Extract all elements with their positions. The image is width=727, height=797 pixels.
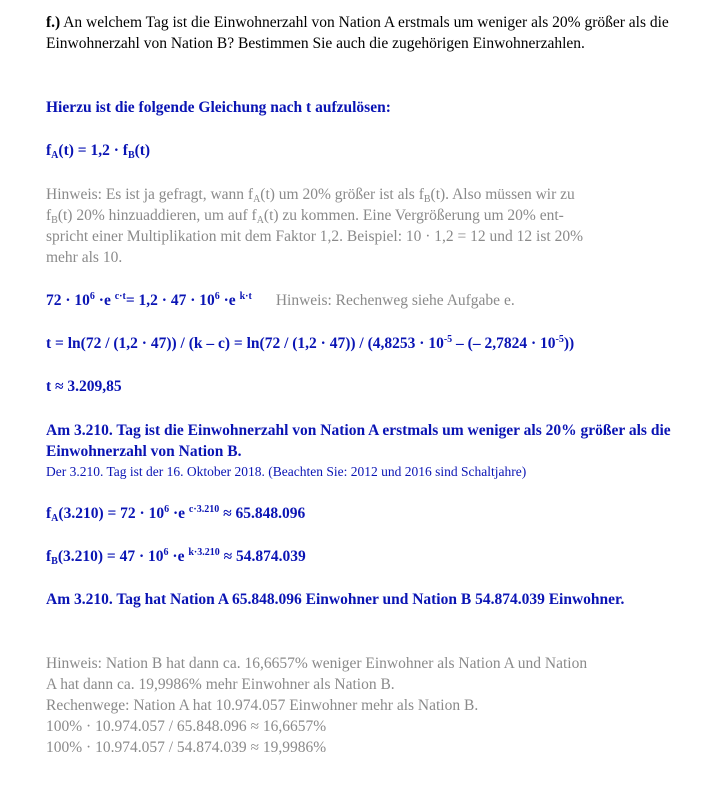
equation-1: $f_A(t) = 1,2 \cdot f_B(t)$ [46,142,151,161]
intro-text: Hierzu ist die folgende Gleichung nach t aufzulösen: [46,99,391,116]
equation-2: $72 \cdot 10^6 \cdot e$ $^{c\cdot t}= 1,2 \cdot 47 \cdot 10^6 \cdot e$ $^{k\cdot t}$ Hinweis: Rechenweg siehe Aufgabe e. [46,291,515,309]
hint-2: Hinweis: Nation B hat dann ca. 16,6657% weniger Einwohner als Nation A und Nation A hat dann ca. 19,9986% mehr Einwohner als Nation B. Rechenwege: Nation A hat 10.974.057 Einwohner mehr als Nation B. 100% · 10.974.057 / 65.848.096 ≈ 16,6657% 100% · 10.974.057 / 54.874.039 ≈ 19,9986% [46,655,588,756]
answer-2: Am 3.210. Tag hat Nation A 65.848.096 Einwohner und Nation B 54.874.039 Einwohner. [46,591,625,608]
equation-2-hint: Hinweis: Rechenweg siehe Aufgabe e. [275,292,515,309]
hint-1: Hinweis: Es ist ja gefragt, wann $f_A(t)$ um 20% größer ist als $f_B(t)$. Also müssen wir zu $f_B(t)$ 20% hinzuaddieren, um auf $f_A(t)$ zu kommen. Eine Vergrößerung um 20% ent- spricht einer Multiplikation mit dem Faktor 1,2. Beispiel: 10 · 1,2 = 12 und 12 ist 20% mehr als 10. [46,186,583,266]
task-text: An welchem Tag ist die Einwohnerzahl von Nation A erstmals um weniger als 20% größer als die Einwohnerzahl von Nation B? Bestimmen Sie auch die zugehörigen Einwohnerzahlen. [46,14,669,52]
equation-3: $t = \ln(72 / (1,2 \cdot 47)) / (k - c) = \ln(72 / (1,2 \cdot 47)) / (4,8253 \cdot 10^{-5}$ – (– $2,7824 \cdot 10^{-5}$)) [46,334,575,352]
date-note: Der 3.210. Tag ist der 16. Oktober 2018. (Beachten Sie: 2012 und 2016 sind Schaltjahre) [46,464,527,479]
task-question [46,12,711,54]
answer-1: Am 3.210. Tag ist die Einwohnerzahl von Nation A erstmals um weniger als 20% größer als die Einwohnerzahl von Nation B. [46,422,671,460]
task-label: f.) [46,14,61,31]
equation-fb: $f_B(3.210) = 47 \cdot 10^6 \cdot e$ $^{k\cdot 3.210}$ ≈ 54.874.039 [46,547,306,567]
equation-fa: $f_A(3.210) = 72 \cdot 10^6 \cdot e$ $^{c\cdot 3.210}$ ≈ 65.848.096 [46,504,306,524]
result-t: t ≈ 3.209,85 [46,378,122,395]
